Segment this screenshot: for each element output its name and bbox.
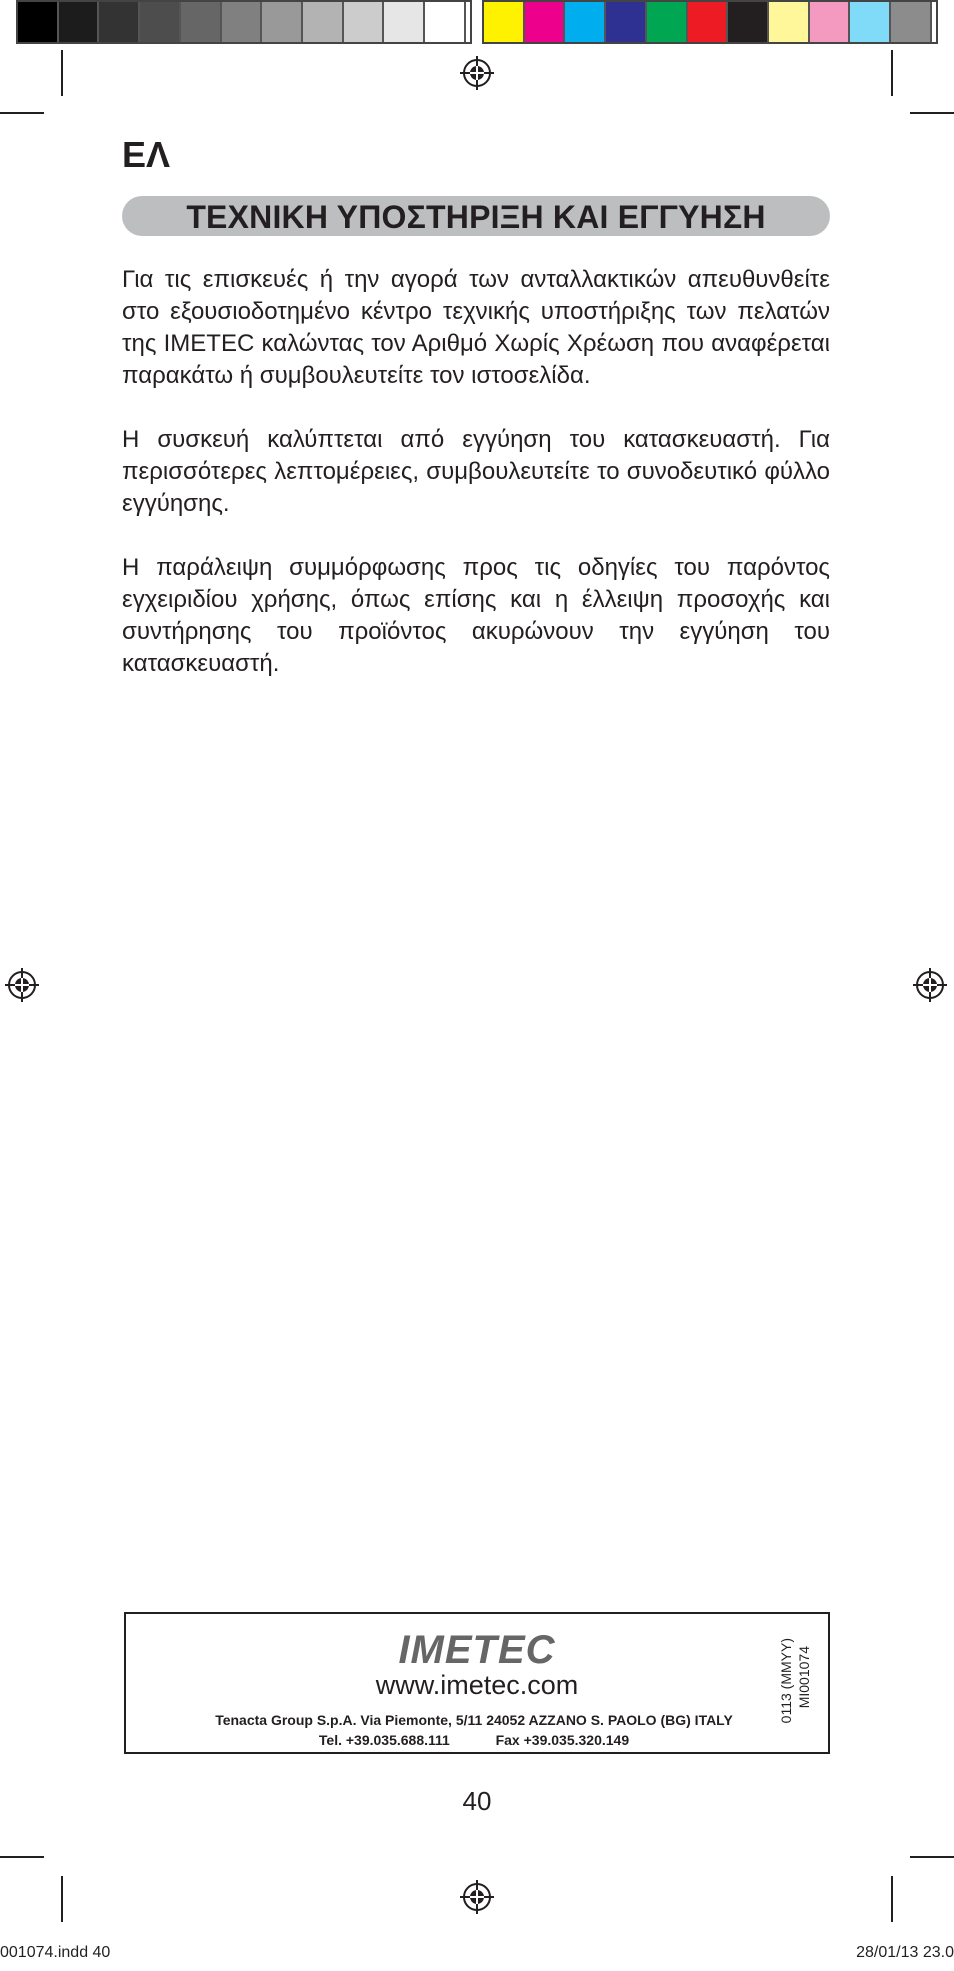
process-color-swatch xyxy=(769,2,810,42)
process-color-swatch xyxy=(891,2,932,42)
section-heading: ΤΕΧΝΙΚΗ ΥΠΟΣΤΗΡΙΞΗ ΚΑΙ ΕΓΓΥΗΣΗ xyxy=(122,196,830,236)
contact-box xyxy=(124,1612,830,1754)
process-color-swatch xyxy=(647,2,688,42)
registration-mark-right-icon xyxy=(913,968,947,1002)
crop-mark-bottom-right-vertical xyxy=(891,1876,893,1922)
gray-swatch xyxy=(222,2,263,42)
process-color-swatch xyxy=(606,2,647,42)
registration-mark-bottom-icon xyxy=(460,1880,494,1914)
process-color-swatch xyxy=(525,2,566,42)
crop-mark-top-right-vertical xyxy=(891,50,893,96)
paragraph-warranty: Η συσκευή καλύπτεται από εγγύηση του κατασκευαστή. Για περισσότερες λεπτομέρειες, συμβουλευτείτε το συνοδευτικό φύλλο εγγύησης. xyxy=(122,426,830,517)
gray-swatch xyxy=(344,2,385,42)
language-code: ΕΛ xyxy=(122,134,171,175)
website-link[interactable]: www.imetec.com xyxy=(375,1670,579,1700)
gray-swatch xyxy=(18,2,59,42)
document-date-code: 0113 (MMYY) xyxy=(778,1638,794,1724)
crop-mark-bottom-right-horizontal xyxy=(910,1856,954,1858)
process-color-swatch xyxy=(728,2,769,42)
document-code xyxy=(778,1638,812,1734)
gray-swatch xyxy=(59,2,100,42)
process-color-swatch xyxy=(850,2,891,42)
process-color-swatch xyxy=(810,2,851,42)
gray-swatch xyxy=(262,2,303,42)
slug-date: 28/01/13 23.0 xyxy=(856,1944,954,1961)
phone-fax-line xyxy=(126,1732,822,1748)
gray-swatch xyxy=(303,2,344,42)
process-color-swatch xyxy=(484,2,525,42)
process-color-swatch xyxy=(688,2,729,42)
paragraph-repairs: Για τις επισκευές ή την αγορά των ανταλλακτικών απευθυνθείτε στο εξουσιοδοτημένο κέντρο τεχνικής υποστήριξης των πελατών της IMETEC καλώντας τον Αριθμό Χωρίς Χρέωση που αναφέρεται παρακάτω ή συμβουλευτείτε τον ιστοσελίδα. xyxy=(122,266,830,389)
registration-mark-top-icon xyxy=(460,56,494,90)
company-address: Tenacta Group S.p.A. Via Piemonte, 5/11 24052 AZZANO S. PAOLO (BG) ITALY xyxy=(215,1712,733,1728)
crop-mark-top-left-vertical xyxy=(61,50,63,96)
gray-swatch xyxy=(181,2,222,42)
registration-mark-left-icon xyxy=(5,968,39,1002)
fax-number: Fax +39.035.320.149 xyxy=(495,1732,630,1748)
gray-swatch xyxy=(99,2,140,42)
page-number: 40 xyxy=(462,1786,492,1816)
crop-mark-bottom-left-vertical xyxy=(61,1876,63,1922)
document-code-number: MI001074 xyxy=(796,1646,812,1709)
process-color-bar xyxy=(482,0,938,44)
grayscale-color-bar xyxy=(16,0,472,44)
gray-swatch xyxy=(384,2,425,42)
gray-swatch xyxy=(140,2,181,42)
imetec-logo: IMETEC xyxy=(398,1628,556,1672)
gray-swatch xyxy=(425,2,466,42)
phone-number: Tel. +39.035.688.111 xyxy=(318,1732,450,1748)
crop-mark-top-right-horizontal xyxy=(910,112,954,114)
slug-file-name: 001074.indd 40 xyxy=(0,1944,111,1961)
process-color-swatch xyxy=(565,2,606,42)
paragraph-warranty-void: Η παράλειψη συμμόρφωσης προς τις οδηγίες του παρόντος εγχειριδίου χρήσης, όπως επίσης και η έλλειψη προσοχής και συντήρησης του προϊόντος ακυρώνουν την εγγύηση του κατασκευαστή. xyxy=(122,554,830,677)
crop-mark-bottom-left-horizontal xyxy=(0,1856,44,1858)
crop-mark-top-left-horizontal xyxy=(0,112,44,114)
